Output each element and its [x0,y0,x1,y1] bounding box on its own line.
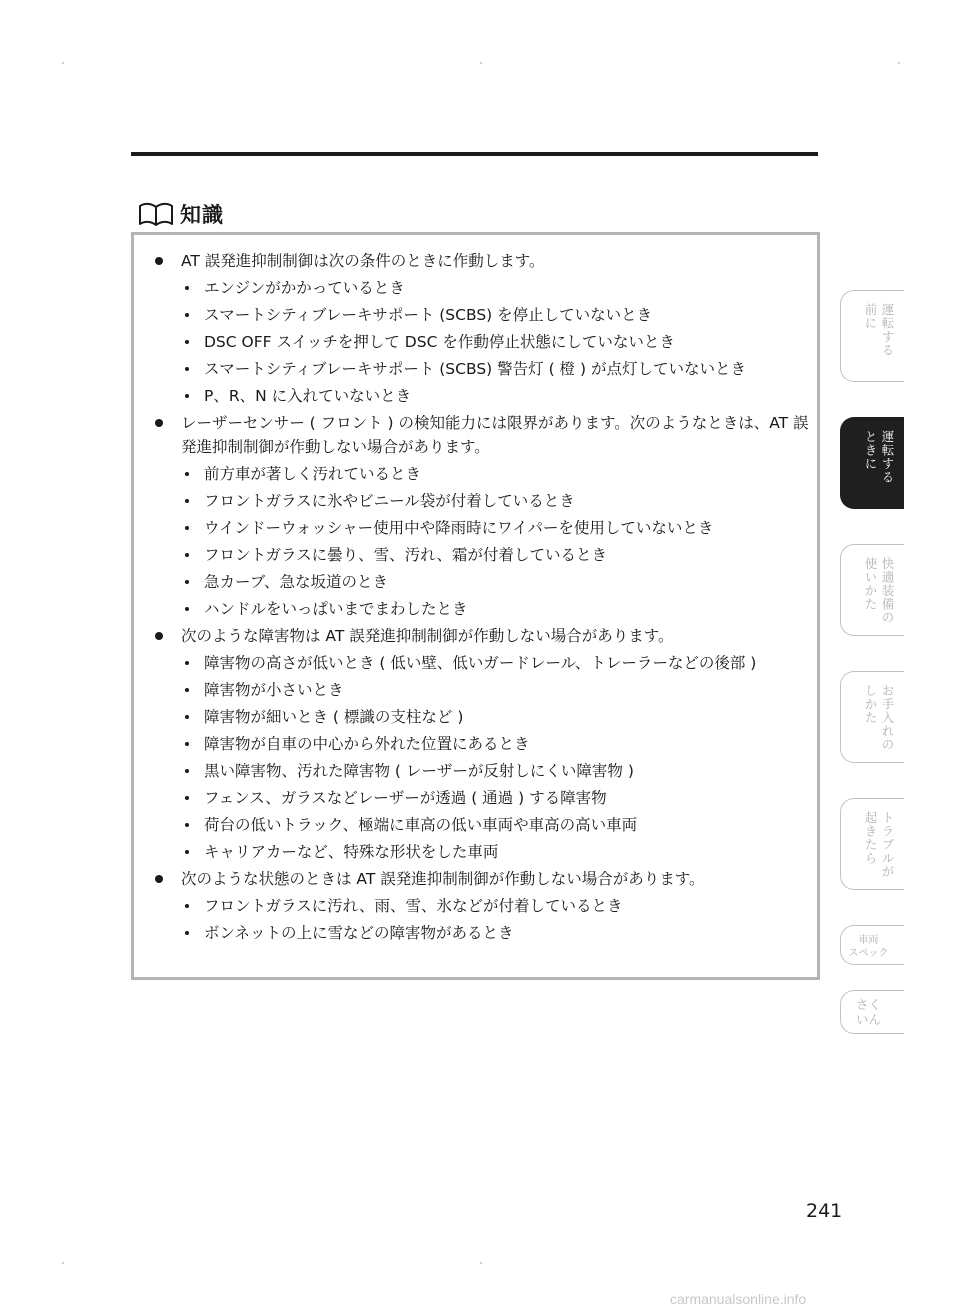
sub-bullet-text: 黒い障害物、汚れた障害物 ( レーザーが反射しにくい障害物 ) [204,762,634,780]
crop-mark [62,1262,64,1264]
book-icon [138,201,174,227]
sub-bullet-text: スマートシティブレーキサポート (SCBS) 警告灯 ( 橙 ) が点灯していないとき [204,360,746,378]
sub-bullet-text: スマートシティブレーキサポート (SCBS) を停止していないとき [204,306,653,324]
info-list [151,249,811,948]
sub-bullet-item [151,894,811,918]
sub-bullet-dot [185,742,189,746]
sub-bullet-dot [185,904,189,908]
sub-bullet-text: キャリアカーなど、特殊な形状をした車両 [204,843,499,861]
sub-bullet-item [151,786,811,810]
bullet-item [151,624,811,648]
sub-bullet-text: 障害物が自車の中心から外れた位置にあるとき [204,735,530,753]
sub-bullet-dot [185,286,189,290]
chapter-tab-label: お手入れの [880,684,895,752]
sub-bullet-item [151,489,811,513]
sub-bullet-text: フロントガラスに曇り、雪、汚れ、霜が付着しているとき [204,546,608,564]
bullet-item [151,411,811,459]
chapter-tab-label: しかた [863,684,878,725]
sub-bullet-text: 障害物が細いとき ( 標識の支柱など ) [204,708,464,726]
crop-mark [898,62,900,64]
sub-bullet-dot [185,850,189,854]
page-number: 241 [806,1200,843,1222]
sub-bullet-text: P、R、N に入れていないとき [204,387,412,405]
sub-bullet-dot [185,472,189,476]
chapter-tab[interactable] [840,671,904,763]
crop-mark [480,62,482,64]
bullet-text: レーザーセンサー ( フロント ) の検知能力には限界があります。次のようなときは、AT 誤発進抑制制御が作動しない場合があります。 [181,414,809,456]
bullet-dot [155,257,163,265]
sub-bullet-item [151,570,811,594]
chapter-tab[interactable] [840,925,904,965]
sub-bullet-text: 急カーブ、急な坂道のとき [204,573,388,591]
sub-bullet-item [151,384,811,408]
sub-bullet-dot [185,526,189,530]
crop-mark [62,62,64,64]
chapter-tab-label: トラブルが [880,811,895,879]
sub-bullet-item [151,276,811,300]
chapter-tab-label: ときに [863,430,878,471]
sub-bullet-dot [185,769,189,773]
sub-bullet-item [151,303,811,327]
sub-bullet-text: フェンス、ガラスなどレーザーが透過 ( 通過 ) する障害物 [204,789,607,807]
sub-bullet-text: フロントガラスに汚れ、雨、雪、氷などが付着しているとき [204,897,623,915]
info-box [131,232,820,980]
bullet-text: 次のような障害物は AT 誤発進抑制制御が作動しない場合があります。 [181,627,674,645]
bullet-item [151,867,811,891]
crop-mark [480,1262,482,1264]
sub-bullet-text: フロントガラスに氷やビニール袋が付着しているとき [204,492,575,510]
top-rule [131,152,818,156]
sub-bullet-text: 荷台の低いトラック、極端に車高の低い車両や車高の高い車両 [204,816,638,834]
sub-bullet-text: DSC OFF スイッチを押して DSC を作動停止状態にしていないとき [204,333,675,351]
sub-bullet-item [151,678,811,702]
chapter-tab-label: いん [855,1012,881,1027]
sub-bullet-text: エンジンがかかっているとき [204,279,405,297]
sub-bullet-dot [185,367,189,371]
section-title: 知識 [180,203,224,227]
sub-bullet-item [151,597,811,621]
section-heading [138,197,224,231]
chapter-tab-label: 起きたら [863,811,878,865]
chapter-tab-label: 運転する [880,303,895,357]
chapter-tab-label: スペック [848,948,889,959]
sub-bullet-dot [185,715,189,719]
chapter-tab-label: 運転する [880,430,895,484]
chapter-tab-label: さく [855,997,881,1012]
bullet-text: AT 誤発進抑制制御は次の条件のときに作動します。 [181,252,545,270]
sub-bullet-dot [185,553,189,557]
sub-bullet-item [151,813,811,837]
chapter-tab[interactable] [840,798,904,890]
sub-bullet-text: ハンドルをいっぱいまでまわしたとき [204,600,468,618]
sub-bullet-dot [185,823,189,827]
chapter-tab[interactable] [840,990,904,1034]
sub-bullet-item [151,651,811,675]
bullet-text: 次のような状態のときは AT 誤発進抑制制御が作動しない場合があります。 [181,870,705,888]
chapter-tab-label: 車両 [858,935,879,946]
sub-bullet-dot [185,313,189,317]
sub-bullet-dot [185,931,189,935]
chapter-tab[interactable] [840,417,904,509]
sub-bullet-text: ウインドーウォッシャー使用中や降雨時にワイパーを使用していないとき [204,519,714,537]
chapter-tab-label: 前に [863,303,878,330]
sub-bullet-item [151,705,811,729]
chapter-tab-label: 快適装備の [880,557,895,625]
sub-bullet-dot [185,688,189,692]
chapter-tab[interactable] [840,544,904,636]
sub-bullet-text: 障害物が小さいとき [204,681,344,699]
sub-bullet-item [151,543,811,567]
sub-bullet-dot [185,394,189,398]
sub-bullet-dot [185,607,189,611]
sub-bullet-dot [185,796,189,800]
sub-bullet-dot [185,580,189,584]
sub-bullet-item [151,840,811,864]
sub-bullet-dot [185,499,189,503]
sub-bullet-item [151,516,811,540]
sub-bullet-text: 障害物の高さが低いとき ( 低い壁、低いガードレール、トレーラーなどの後部 ) [204,654,757,672]
sub-bullet-dot [185,661,189,665]
bullet-dot [155,875,163,883]
sub-bullet-dot [185,340,189,344]
chapter-tab[interactable] [840,290,904,382]
sub-bullet-text: ボンネットの上に雪などの障害物があるとき [204,924,514,942]
sub-bullet-item [151,357,811,381]
sub-bullet-item [151,732,811,756]
sub-bullet-item [151,921,811,945]
bullet-dot [155,632,163,640]
bullet-dot [155,419,163,427]
bullet-item [151,249,811,273]
chapter-tab-label: 使いかた [863,557,878,611]
footer-watermark: carmanualsonline.info [670,1291,807,1307]
sub-bullet-item [151,462,811,486]
sub-bullet-text: 前方車が著しく汚れているとき [204,465,422,483]
sub-bullet-item [151,330,811,354]
sub-bullet-item [151,759,811,783]
